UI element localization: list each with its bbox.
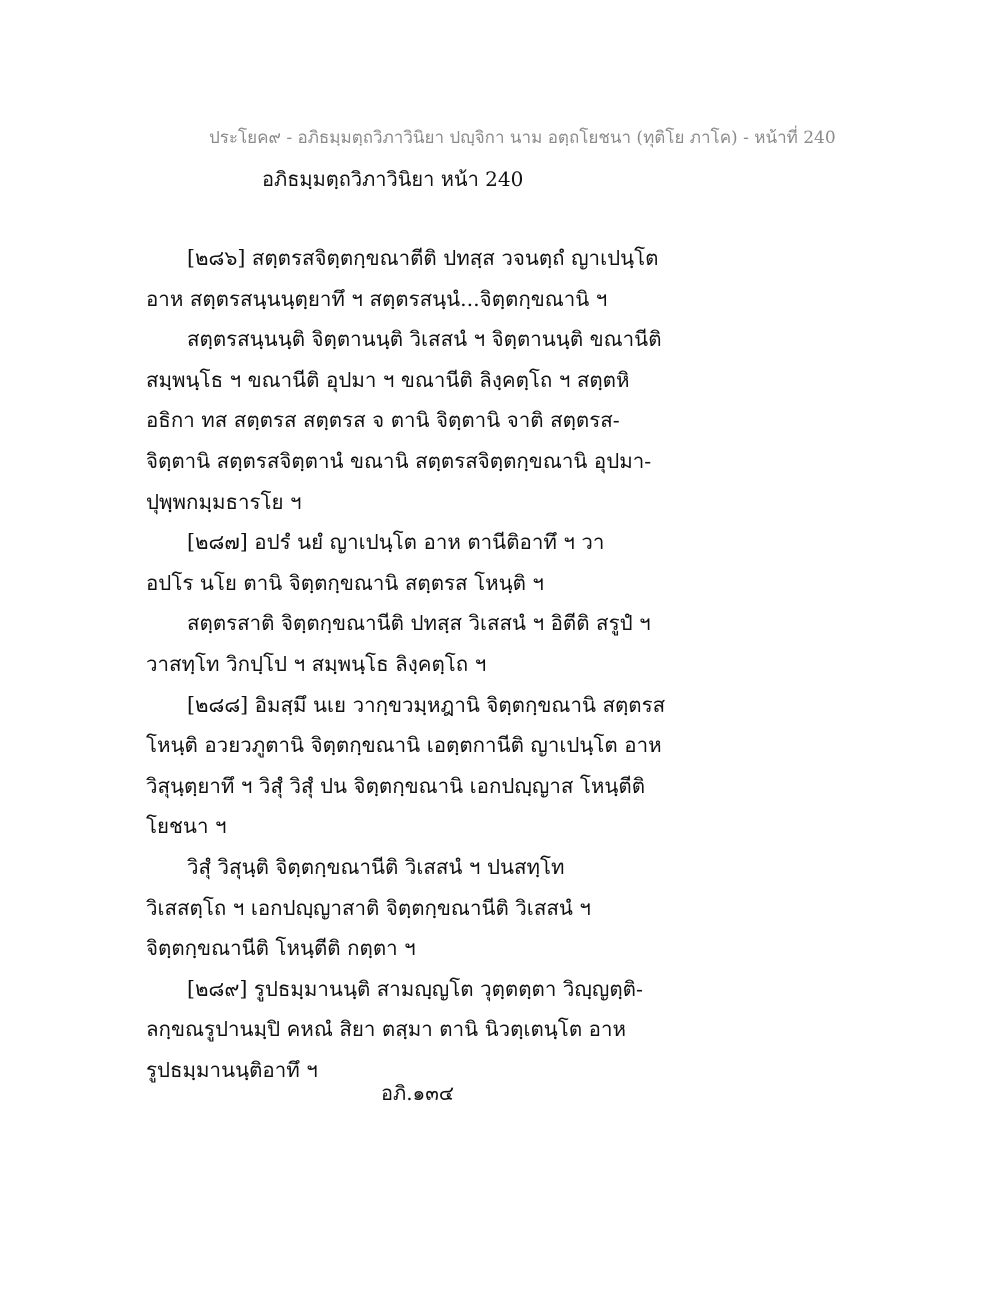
- paragraph-line: อธิกา ทส สตฺตรส สตฺตรส จ ตานิ จิตฺตานิ จาติ สตฺตรส-: [146, 408, 620, 433]
- paragraph-line: สตฺตรสาติ จิตฺตกฺขณานีติ ปทสฺส วิเสสนํ ฯ อิตีติ สรูปํ ฯ: [187, 611, 651, 636]
- running-header: ประโยค๙ - อภิธมฺมตฺถวิภาวินิยา ปญฺจิกา นาม อตฺถโยชนา (ทุติโย ภาโค) - หน้าที่ 240: [209, 128, 836, 148]
- paragraph-line: [๒๘๗] อปรํ นยํ ญาเปนฺโต อาห ตานีติอาทึ ฯ วา: [187, 530, 605, 555]
- paragraph-line: [๒๘๙] รูปธมฺมานนฺติ สามญฺญโต วุตฺตตฺตา วิญฺญตฺติ-: [187, 976, 643, 1001]
- paragraph-line: ปุพฺพกมฺมธารโย ฯ: [146, 489, 302, 514]
- paragraph-line: สมฺพนฺโธ ฯ ขณานีติ อุปมา ฯ ขณานีติ ลิงฺคตฺโถ ฯ สตฺตหิ: [146, 367, 630, 392]
- paragraph-line: วิเสสตฺโถ ฯ เอกปญฺญาสาติ จิตฺตกฺขณานีติ วิเสสนํ ฯ: [146, 895, 591, 920]
- paragraph-line: อาห สตฺตรสนฺนนฺตฺยาทึ ฯ สตฺตรสนฺนํ...จิตฺตกฺขณานิ ฯ: [146, 286, 608, 311]
- page-title: อภิธมฺมตฺถวิภาวินิยา หน้า 240: [262, 167, 524, 191]
- paragraph-line: วิสุํ วิสุนฺติ จิตฺตกฺขณานีติ วิเสสนํ ฯ ปนสทฺโท: [187, 854, 565, 879]
- paragraph-line: รูปธมฺมานนฺติอาทึ ฯ: [146, 1057, 318, 1082]
- paragraph-line: สตฺตรสนฺนนฺติ จิตฺตานนฺติ วิเสสนํ ฯ จิตฺตานนฺติ ขณานีติ: [187, 327, 662, 352]
- paragraph-line: จิตฺตานิ สตฺตรสจิตฺตานํ ขณานิ สตฺตรสจิตฺตกฺขณานิ อุปมา-: [146, 448, 652, 473]
- paragraph-line: [๒๘๘] อิมสฺมึ นเย วากฺขวมฺหฎานิ จิตฺตกฺขณานิ สตฺตรส: [187, 692, 666, 717]
- body-text: [146, 238, 666, 1090]
- paragraph-line: วิสุนฺตฺยาทึ ฯ วิสุํ วิสุํ ปน จิตฺตกฺขณานิ เอกปญฺญาส โหนฺตีติ: [146, 773, 646, 798]
- paragraph-line: ลกฺขณรูปานมฺปิ คหณํ สิยา ตสฺมา ตานิ นิวตฺเตนฺโต อาห: [146, 1017, 626, 1042]
- paragraph-line: จิตฺตกฺขณานีติ โหนฺตีติ กตฺตา ฯ: [146, 936, 416, 961]
- paragraph-line: วาสทฺโท วิกปฺโป ฯ สมฺพนฺโธ ลิงฺคตฺโถ ฯ: [146, 651, 487, 676]
- paragraph-line: อปโร นโย ตานิ จิตฺตกฺขณานิ สตฺตรส โหนฺติ ฯ: [146, 570, 544, 595]
- paragraph-line: โหนฺติ อวยวภูตานิ จิตฺตกฺขณานิ เอตฺตกานีติ ญาเปนฺโต อาห: [146, 733, 662, 758]
- paragraph-line: [๒๘๖] สตฺตรสจิตฺตกฺขณาตีติ ปทสฺส วจนตฺถํ ญาเปนฺโต: [187, 246, 659, 270]
- page-folio: อภิ.๑๓๔: [381, 1081, 455, 1105]
- paragraph-line: โยชนา ฯ: [146, 814, 227, 839]
